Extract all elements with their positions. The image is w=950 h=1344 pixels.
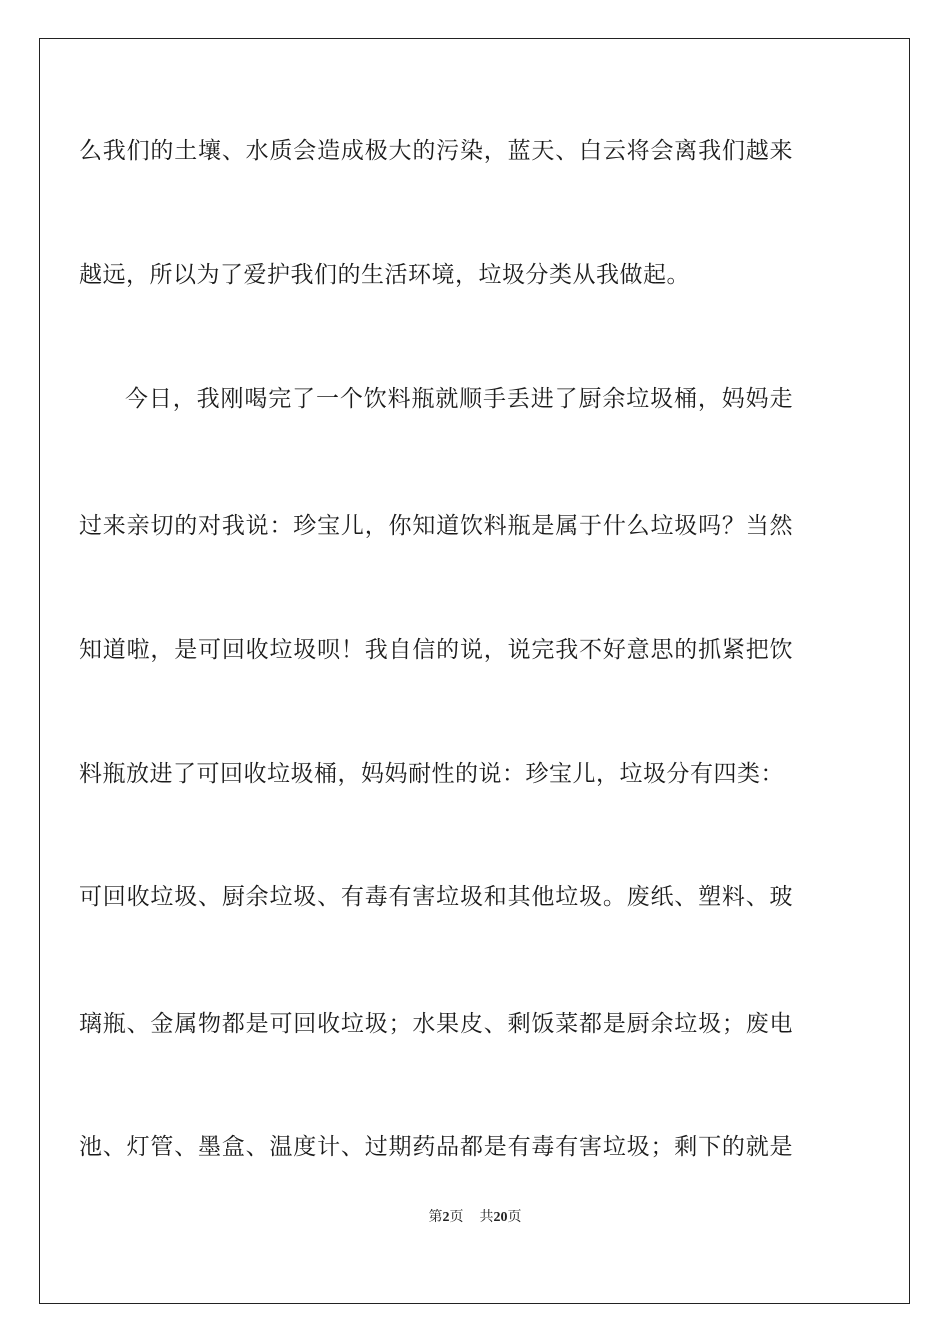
text-line-2: 越远，所以为了爱护我们的生活环境，垃圾分类从我做起。	[79, 262, 690, 288]
text-line-4: 过来亲切的对我说：珍宝儿，你知道饮料瓶是属于什么垃圾吗？当然	[79, 513, 793, 539]
text-line-6: 料瓶放进了可回收垃圾桶，妈妈耐性的说：珍宝儿，垃圾分有四类：	[79, 761, 784, 787]
footer-total-pages: 20	[493, 1210, 508, 1225]
footer-page-suffix: 页	[449, 1209, 464, 1225]
footer-total-prefix: 共	[479, 1209, 494, 1225]
footer-page-prefix: 第	[428, 1209, 443, 1225]
text-line-3: 今日，我刚喝完了一个饮料瓶就顺手丢进了厨余垃圾桶，妈妈走	[125, 386, 793, 412]
text-line-9: 池、灯管、墨盒、温度计、过期药品都是有毒有害垃圾；剩下的就是	[79, 1134, 793, 1160]
page-border	[39, 38, 910, 1304]
footer-total-suffix: 页	[507, 1209, 522, 1225]
text-line-1: 么我们的土壤、水质会造成极大的污染，蓝天、白云将会离我们越来	[79, 138, 793, 164]
text-line-5: 知道啦，是可回收垃圾呗！我自信的说，说完我不好意思的抓紧把饮	[79, 637, 793, 663]
page-footer	[0, 1207, 950, 1228]
text-line-7: 可回收垃圾、厨余垃圾、有毒有害垃圾和其他垃圾。废纸、塑料、玻	[79, 884, 793, 910]
footer-page-number: 2	[442, 1210, 450, 1225]
text-line-8: 璃瓶、金属物都是可回收垃圾；水果皮、剩饭菜都是厨余垃圾；废电	[79, 1011, 793, 1037]
